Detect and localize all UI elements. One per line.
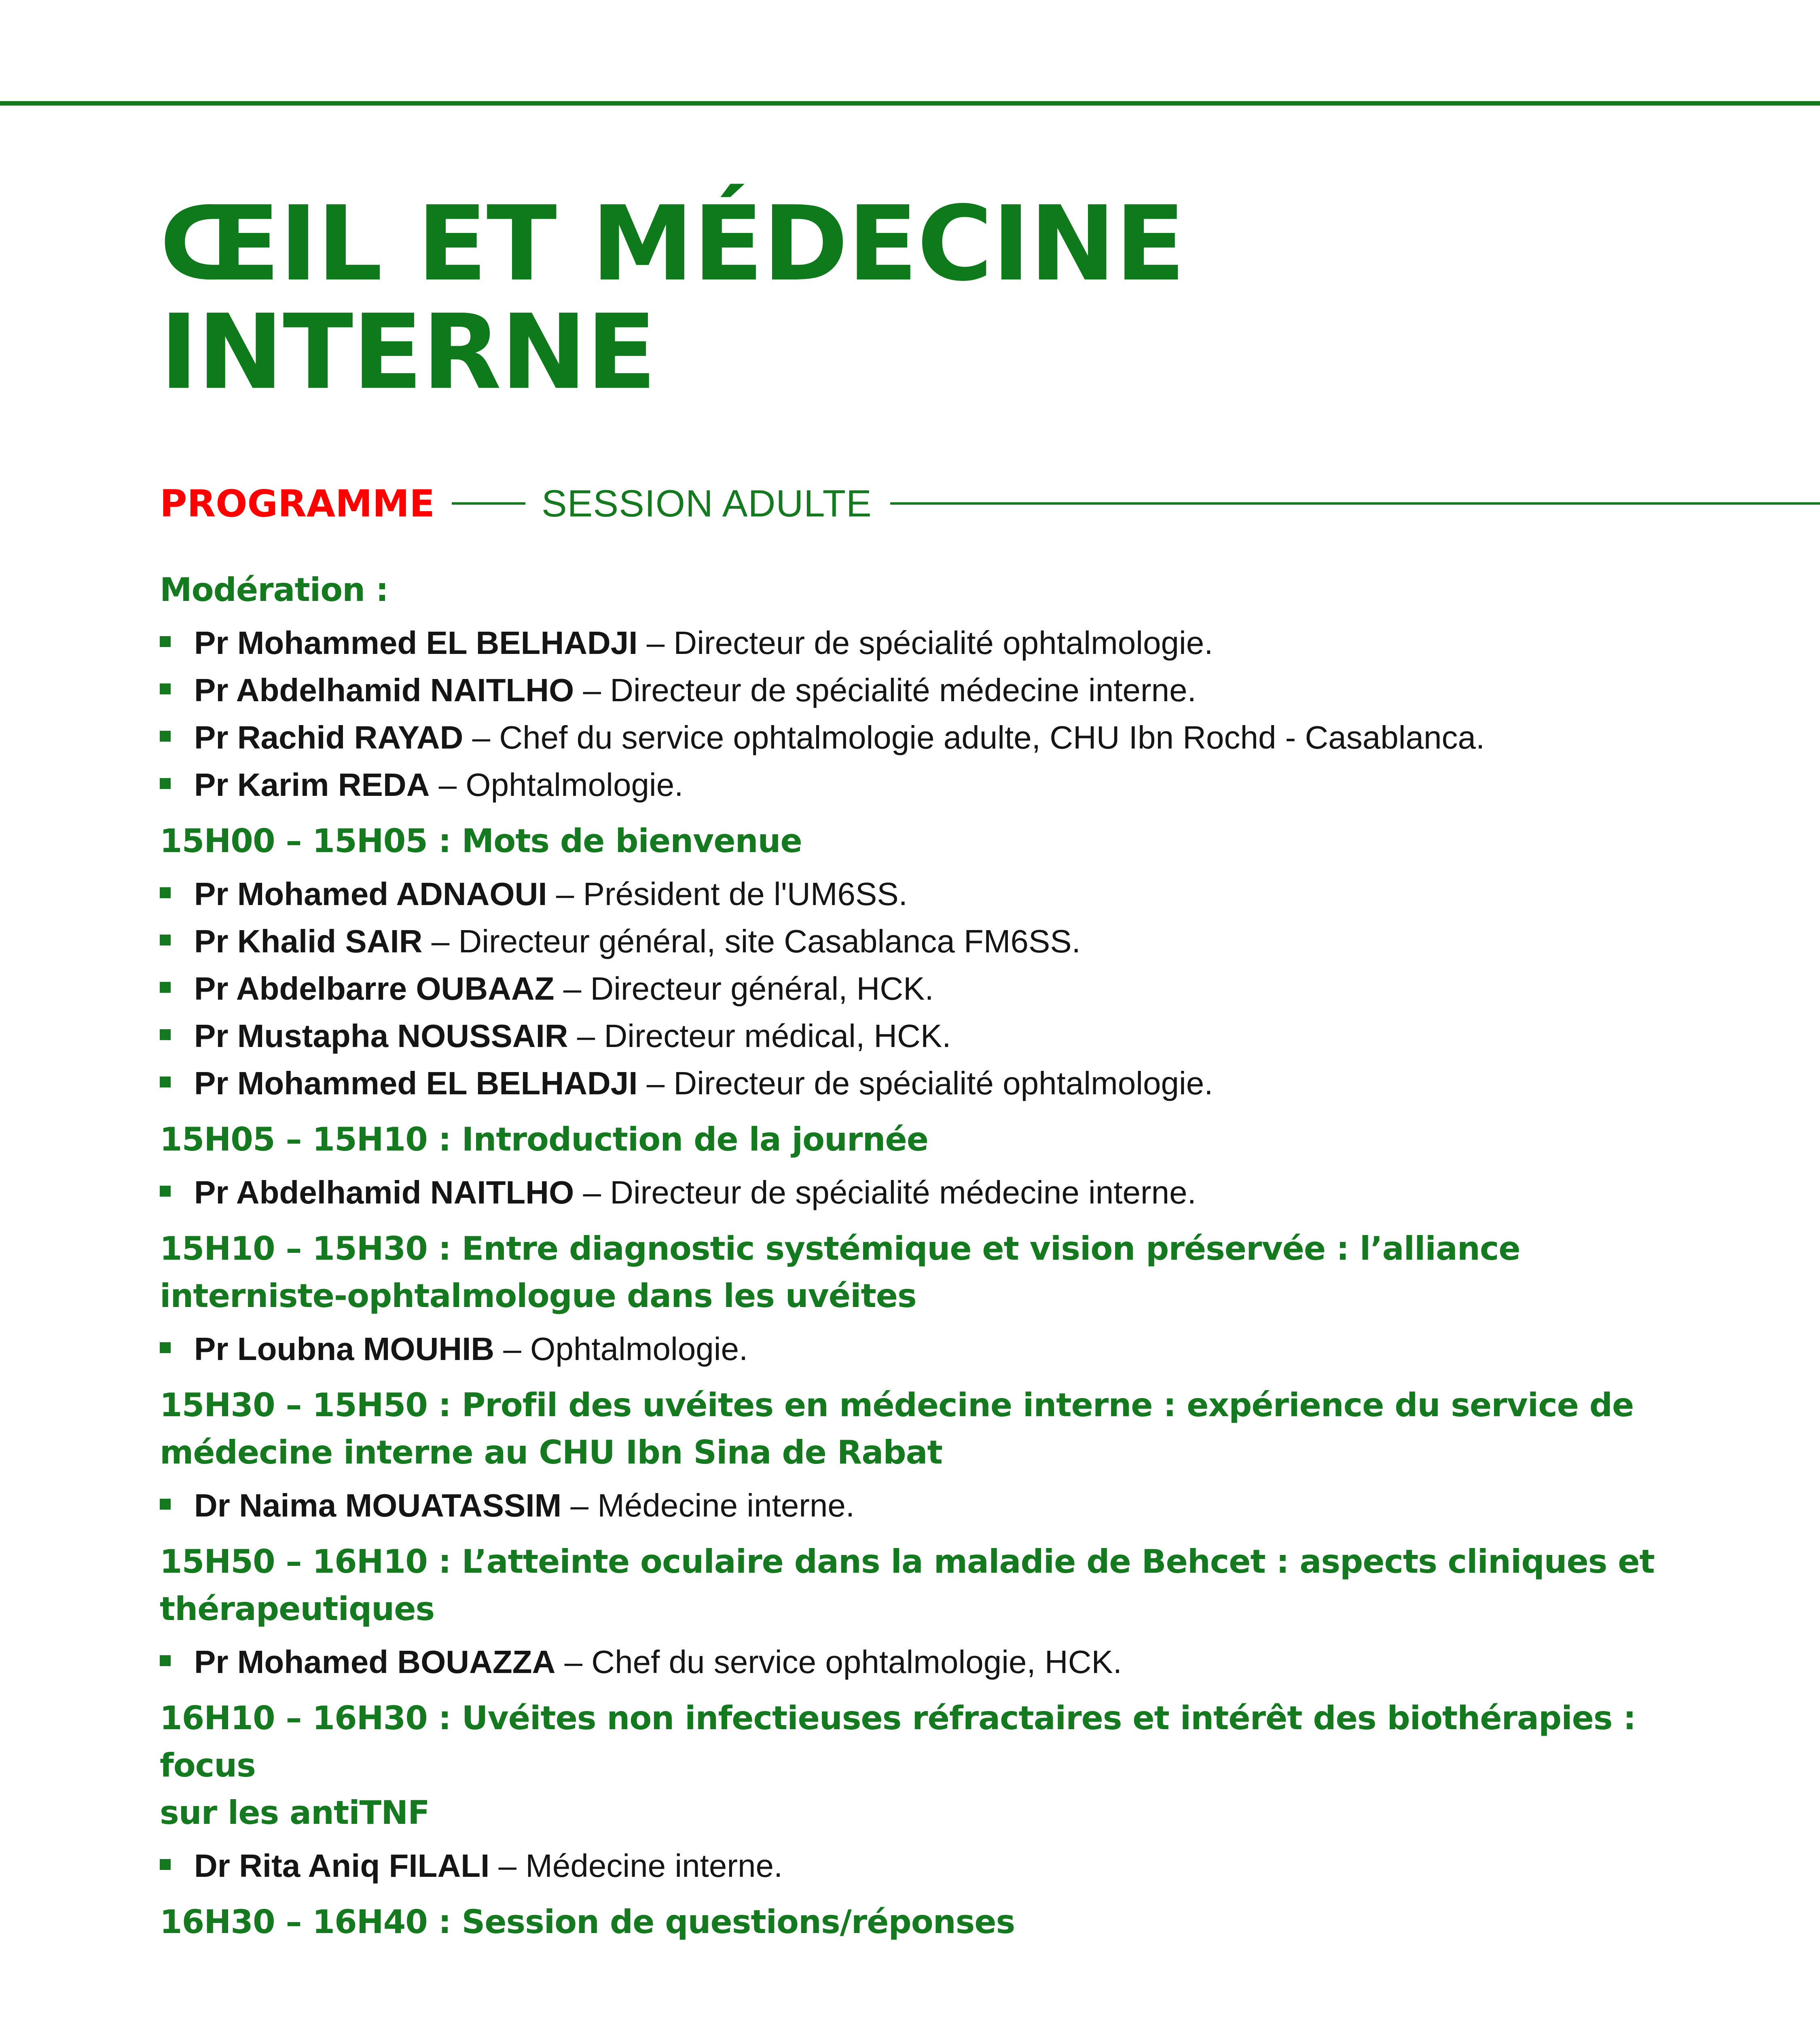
session-heading: 15H00 – 15H05 : Mots de bienvenue bbox=[160, 822, 802, 860]
session-label: SESSION ADULTE bbox=[541, 482, 872, 525]
speaker-name: Pr Rachid RAYAD bbox=[194, 719, 463, 755]
speaker-name: Pr Mohammed EL BELHADJI bbox=[194, 1065, 638, 1101]
speaker-role: – Directeur de spécialité médecine interne. bbox=[574, 672, 1196, 708]
session-speaker-list bbox=[160, 1169, 1737, 1216]
session-speaker-list bbox=[160, 1325, 1737, 1373]
bullet-square-icon bbox=[160, 887, 171, 898]
speaker-name: Pr Mohammed EL BELHADJI bbox=[194, 625, 638, 661]
session-heading-line-2: interniste-ophtalmologue dans les uvéites bbox=[160, 1277, 916, 1315]
speaker-name: Pr Mohamed BOUAZZA bbox=[194, 1644, 556, 1680]
programme-body bbox=[160, 566, 1737, 1951]
list-item bbox=[160, 1169, 1737, 1216]
session-speaker-list bbox=[160, 870, 1737, 1107]
programme-divider-long bbox=[890, 502, 1820, 505]
list-item bbox=[160, 1012, 1737, 1060]
top-divider bbox=[0, 101, 1820, 106]
speaker-name: Pr Karim REDA bbox=[194, 767, 430, 803]
session-heading: 16H30 – 16H40 : Session de questions/réponses bbox=[160, 1903, 1015, 1941]
title-line-2: INTERNE bbox=[160, 292, 656, 412]
session-heading bbox=[160, 1538, 1737, 1633]
list-item bbox=[160, 1325, 1737, 1373]
speaker-name: Pr Abdelhamid NAITLHO bbox=[194, 672, 574, 708]
speaker-name: Pr Loubna MOUHIB bbox=[194, 1331, 495, 1367]
bullet-square-icon bbox=[160, 636, 171, 647]
list-item bbox=[160, 666, 1737, 714]
speaker-role: – Président de l'UM6SS. bbox=[547, 876, 908, 912]
list-item bbox=[160, 761, 1737, 808]
session-speaker-list bbox=[160, 1638, 1737, 1686]
list-item bbox=[160, 1060, 1737, 1107]
speaker-name: Pr Abdelhamid NAITLHO bbox=[194, 1174, 574, 1210]
list-item bbox=[160, 1638, 1737, 1686]
programme-divider-short bbox=[452, 502, 525, 505]
bullet-square-icon bbox=[160, 778, 171, 789]
session-heading-line-2: médecine interne au CHU Ibn Sina de Rabat bbox=[160, 1434, 942, 1471]
speaker-role: – Chef du service ophtalmologie adulte, CHU Ibn Rochd - Casablanca. bbox=[463, 719, 1485, 755]
speaker-role: – Directeur de spécialité ophtalmologie. bbox=[637, 625, 1213, 661]
list-item bbox=[160, 619, 1737, 666]
speaker-role: – Directeur de spécialité médecine interne. bbox=[574, 1174, 1196, 1210]
session-heading: 15H05 – 15H10 : Introduction de la journée bbox=[160, 1121, 928, 1158]
bullet-square-icon bbox=[160, 1342, 171, 1353]
speaker-role: – Médecine interne. bbox=[489, 1848, 783, 1884]
bullet-square-icon bbox=[160, 1186, 171, 1197]
speaker-role: – Directeur de spécialité ophtalmologie. bbox=[637, 1065, 1213, 1101]
speaker-role: – Chef du service ophtalmologie, HCK. bbox=[555, 1644, 1122, 1680]
session-speaker-list bbox=[160, 1842, 1737, 1889]
session-heading-line-1: 15H30 – 15H50 : Profil des uvéites en médecine interne : expérience du service de bbox=[160, 1386, 1634, 1424]
speaker-role: – Médecine interne. bbox=[561, 1487, 855, 1523]
list-item bbox=[160, 965, 1737, 1012]
bullet-square-icon bbox=[160, 935, 171, 945]
speaker-role: – Directeur médical, HCK. bbox=[568, 1018, 951, 1054]
session-heading-line-1: 16H10 – 16H30 : Uvéites non infectieuses réfractaires et intérêt des biothérapies : focus bbox=[160, 1699, 1636, 1784]
speaker-name: Pr Mohamed ADNAOUI bbox=[194, 876, 547, 912]
bullet-square-icon bbox=[160, 1859, 171, 1870]
speaker-name: Dr Naima MOUATASSIM bbox=[194, 1487, 562, 1523]
session-heading bbox=[160, 1381, 1737, 1476]
bullet-square-icon bbox=[160, 731, 171, 742]
session-heading-line-2: sur les antiTNF bbox=[160, 1794, 430, 1832]
list-item bbox=[160, 1842, 1737, 1889]
list-item bbox=[160, 870, 1737, 918]
bullet-square-icon bbox=[160, 683, 171, 694]
speaker-name: Pr Mustapha NOUSSAIR bbox=[194, 1018, 568, 1054]
session-heading bbox=[160, 1225, 1737, 1320]
bullet-square-icon bbox=[160, 1499, 171, 1510]
page-title bbox=[160, 184, 1656, 412]
moderation-list bbox=[160, 619, 1737, 808]
speaker-name: Pr Khalid SAIR bbox=[194, 923, 423, 959]
speaker-role: – Directeur général, site Casablanca FM6SS. bbox=[422, 923, 1081, 959]
speaker-role: – Directeur général, HCK. bbox=[554, 971, 934, 1007]
session-heading-line-1: 15H10 – 15H30 : Entre diagnostic systémique et vision préservée : l’alliance bbox=[160, 1230, 1520, 1267]
list-item bbox=[160, 918, 1737, 965]
session-heading-line-1: 15H50 – 16H10 : L’atteinte oculaire dans la maladie de Behcet : aspects cliniques et bbox=[160, 1543, 1655, 1580]
programme-header bbox=[160, 479, 1820, 528]
speaker-role: – Ophtalmologie. bbox=[494, 1331, 748, 1367]
session-heading-line-2: thérapeutiques bbox=[160, 1590, 435, 1628]
session-heading bbox=[160, 1694, 1737, 1836]
bullet-square-icon bbox=[160, 982, 171, 993]
session-speaker-list bbox=[160, 1482, 1737, 1529]
speaker-name: Pr Abdelbarre OUBAAZ bbox=[194, 971, 554, 1007]
title-line-1: ŒIL ET MÉDECINE bbox=[160, 184, 1185, 304]
list-item bbox=[160, 714, 1737, 761]
speaker-name: Dr Rita Aniq FILALI bbox=[194, 1848, 490, 1884]
bullet-square-icon bbox=[160, 1029, 171, 1040]
speaker-role: – Ophtalmologie. bbox=[430, 767, 684, 803]
list-item bbox=[160, 1482, 1737, 1529]
moderation-heading: Modération : bbox=[160, 571, 388, 609]
bullet-square-icon bbox=[160, 1655, 171, 1666]
bullet-square-icon bbox=[160, 1077, 171, 1087]
programme-label: PROGRAMME bbox=[160, 482, 435, 525]
